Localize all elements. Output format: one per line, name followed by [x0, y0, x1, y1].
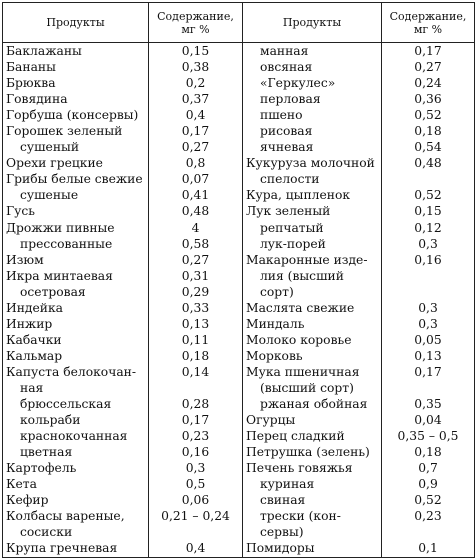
- content-value: 0,18: [414, 124, 442, 139]
- content-value: 0,31: [181, 268, 210, 283]
- content-value: 0,13: [181, 316, 210, 331]
- content-value: 0,24: [414, 76, 442, 91]
- product-name: Баклажаны: [6, 44, 82, 58]
- product-name: пшено: [260, 108, 303, 123]
- content-value: 0,28: [181, 397, 210, 412]
- content-value: 0,5: [185, 477, 206, 492]
- product-name: Кура, цыпленок: [246, 188, 351, 203]
- left-content-column: [149, 43, 243, 558]
- content-value: 0,16: [181, 445, 210, 460]
- product-name: Маслята свежие: [246, 300, 355, 315]
- content-value: [149, 524, 242, 540]
- content-value: 0,07: [181, 172, 210, 187]
- product-name: Изюм: [6, 252, 44, 267]
- content-value: 0,16: [414, 252, 442, 267]
- content-value: 0,3: [185, 461, 206, 476]
- content-value: 0,27: [181, 140, 210, 155]
- content-value: 0,48: [181, 204, 210, 219]
- product-name: кольраби: [20, 413, 81, 428]
- content-value: 0,8: [185, 156, 206, 171]
- content-value: 0,7: [418, 461, 438, 476]
- product-name: Гусь: [6, 204, 35, 219]
- right-content-column: [382, 43, 475, 558]
- content-value: 0,15: [181, 44, 210, 58]
- content-value: 0,11: [181, 332, 210, 347]
- product-name: Дрожжи пивные: [6, 220, 115, 235]
- content-value: 0,18: [181, 348, 210, 363]
- content-value: 0,29: [181, 284, 210, 299]
- content-value: 0,36: [414, 92, 442, 107]
- left-product-column: [3, 43, 149, 558]
- product-name: Картофель: [6, 461, 77, 476]
- product-name: Молоко коровье: [246, 332, 352, 347]
- content-value: 0,48: [414, 156, 442, 171]
- content-value: 0,21 – 0,24: [161, 509, 230, 524]
- product-name: цветная: [20, 445, 73, 460]
- header-content-left: Содержание, мг %: [149, 3, 243, 43]
- product-name: Кабачки: [6, 332, 62, 347]
- content-value: 0,9: [418, 477, 438, 492]
- product-name: Печень говяжья: [246, 461, 353, 476]
- product-name: прессованные: [20, 236, 113, 251]
- content-value: 0,52: [414, 493, 442, 508]
- content-value: 0,4: [185, 108, 206, 123]
- product-name: репчатый: [260, 220, 324, 235]
- product-name: Колбасы вареные,: [6, 509, 125, 524]
- product-name: ная: [20, 380, 44, 395]
- right-product-column: [243, 43, 382, 558]
- content-value: 0,38: [181, 60, 210, 75]
- header-content-right: Содержание, мг %: [382, 3, 475, 43]
- table-body-row: [3, 43, 475, 558]
- product-name: Огурцы: [246, 413, 296, 428]
- product-name: ржаная обойная: [260, 397, 368, 412]
- content-value: 0,58: [181, 236, 210, 251]
- content-value: 0,18: [414, 445, 442, 460]
- product-name: Орехи грецкие: [6, 156, 103, 171]
- product-name: сосиски: [20, 525, 73, 540]
- content-value: 0,06: [181, 493, 210, 508]
- product-name: лук-порей: [260, 236, 326, 251]
- content-value: 0,52: [414, 108, 442, 123]
- product-name: Икра минтаевая: [6, 268, 113, 283]
- product-name: Петрушка (зелень): [246, 445, 370, 460]
- content-value: 0,3: [418, 236, 438, 251]
- product-name: осетровая: [20, 284, 86, 299]
- product-name: Горбуша (консервы): [6, 108, 139, 123]
- product-name: овсяная: [260, 60, 313, 75]
- product-name: Горошек зеленый: [6, 124, 123, 139]
- product-name: Миндаль: [246, 316, 305, 331]
- product-name: Инжир: [6, 316, 53, 331]
- content-value: 0,17: [181, 413, 210, 428]
- content-value: 0,4: [185, 541, 206, 556]
- content-value: 0,3: [418, 300, 438, 315]
- content-value: 0,35: [414, 397, 442, 412]
- product-name: манная: [260, 44, 309, 58]
- product-name: рисовая: [260, 124, 313, 139]
- product-name: брюссельская: [20, 397, 112, 412]
- content-value: 0,12: [414, 220, 442, 235]
- product-name: лия (высший: [260, 268, 344, 283]
- content-value: [382, 268, 474, 284]
- product-name: сушеные: [20, 188, 79, 203]
- product-name: Крупа гречневая: [6, 541, 118, 556]
- product-name: куриная: [260, 477, 315, 492]
- content-value: 0,14: [181, 364, 210, 379]
- content-value: 0,17: [414, 44, 442, 58]
- product-name: перловая: [260, 92, 321, 107]
- product-name: сушеный: [20, 140, 80, 155]
- product-name: «Геркулес»: [260, 76, 336, 91]
- product-name: сервы): [260, 525, 304, 540]
- content-value: 0,17: [181, 124, 210, 139]
- content-value: 0,23: [181, 429, 210, 444]
- product-name: Грибы белые свежие: [6, 172, 143, 187]
- content-value: 0,23: [414, 509, 442, 524]
- content-value: 0,17: [414, 364, 442, 379]
- product-name: Помидоры: [246, 541, 315, 556]
- reference-table: [2, 2, 475, 558]
- product-name: сорт): [260, 284, 294, 299]
- content-value: 0,27: [414, 60, 442, 75]
- product-name: Брюква: [6, 76, 56, 91]
- header-products-left: Продукты: [3, 3, 149, 43]
- content-value: 0,35 – 0,5: [397, 429, 459, 444]
- product-name: Говядина: [6, 92, 68, 107]
- header-products-right: Продукты: [243, 3, 382, 43]
- content-value: 0,05: [414, 332, 442, 347]
- content-value: [382, 284, 474, 300]
- product-name: спелости: [260, 172, 320, 187]
- content-value: 4: [191, 220, 200, 235]
- content-value: 0,27: [181, 252, 210, 267]
- product-name: Капуста белокочан-: [6, 364, 137, 379]
- content-value: 0,52: [414, 188, 442, 203]
- content-value: [382, 524, 474, 540]
- content-value: [382, 380, 474, 396]
- content-value: 0,33: [181, 300, 210, 315]
- content-value: 0,41: [181, 188, 210, 203]
- content-value: 0,2: [185, 76, 206, 91]
- product-name: свиная: [260, 493, 306, 508]
- product-name: Перец сладкий: [246, 429, 345, 444]
- content-value: 0,15: [414, 204, 442, 219]
- product-name: Морковь: [246, 348, 303, 363]
- product-name: Бананы: [6, 60, 56, 75]
- header-row: [3, 3, 475, 43]
- content-value: 0,13: [414, 348, 442, 363]
- content-value: 0,54: [414, 140, 442, 155]
- product-name: Индейка: [6, 300, 63, 315]
- content-value: [382, 171, 474, 187]
- product-name: (высший сорт): [260, 380, 354, 395]
- product-name: Кальмар: [6, 348, 63, 363]
- product-name: Лук зеленый: [246, 204, 331, 219]
- product-name: ячневая: [260, 140, 314, 155]
- product-name: Кукуруза молочной: [246, 156, 375, 171]
- content-value: 0,37: [181, 92, 210, 107]
- product-name: трески (кон-: [260, 509, 341, 524]
- product-name: Макаронные изде-: [246, 252, 368, 267]
- product-name: Мука пшеничная: [246, 364, 360, 379]
- content-value: [149, 380, 242, 396]
- product-name: краснокочанная: [20, 429, 128, 444]
- product-name: Кета: [6, 477, 37, 492]
- product-name: Кефир: [6, 493, 49, 508]
- content-value: 0,1: [418, 541, 438, 556]
- content-value: 0,04: [414, 413, 442, 428]
- content-value: 0,3: [418, 316, 438, 331]
